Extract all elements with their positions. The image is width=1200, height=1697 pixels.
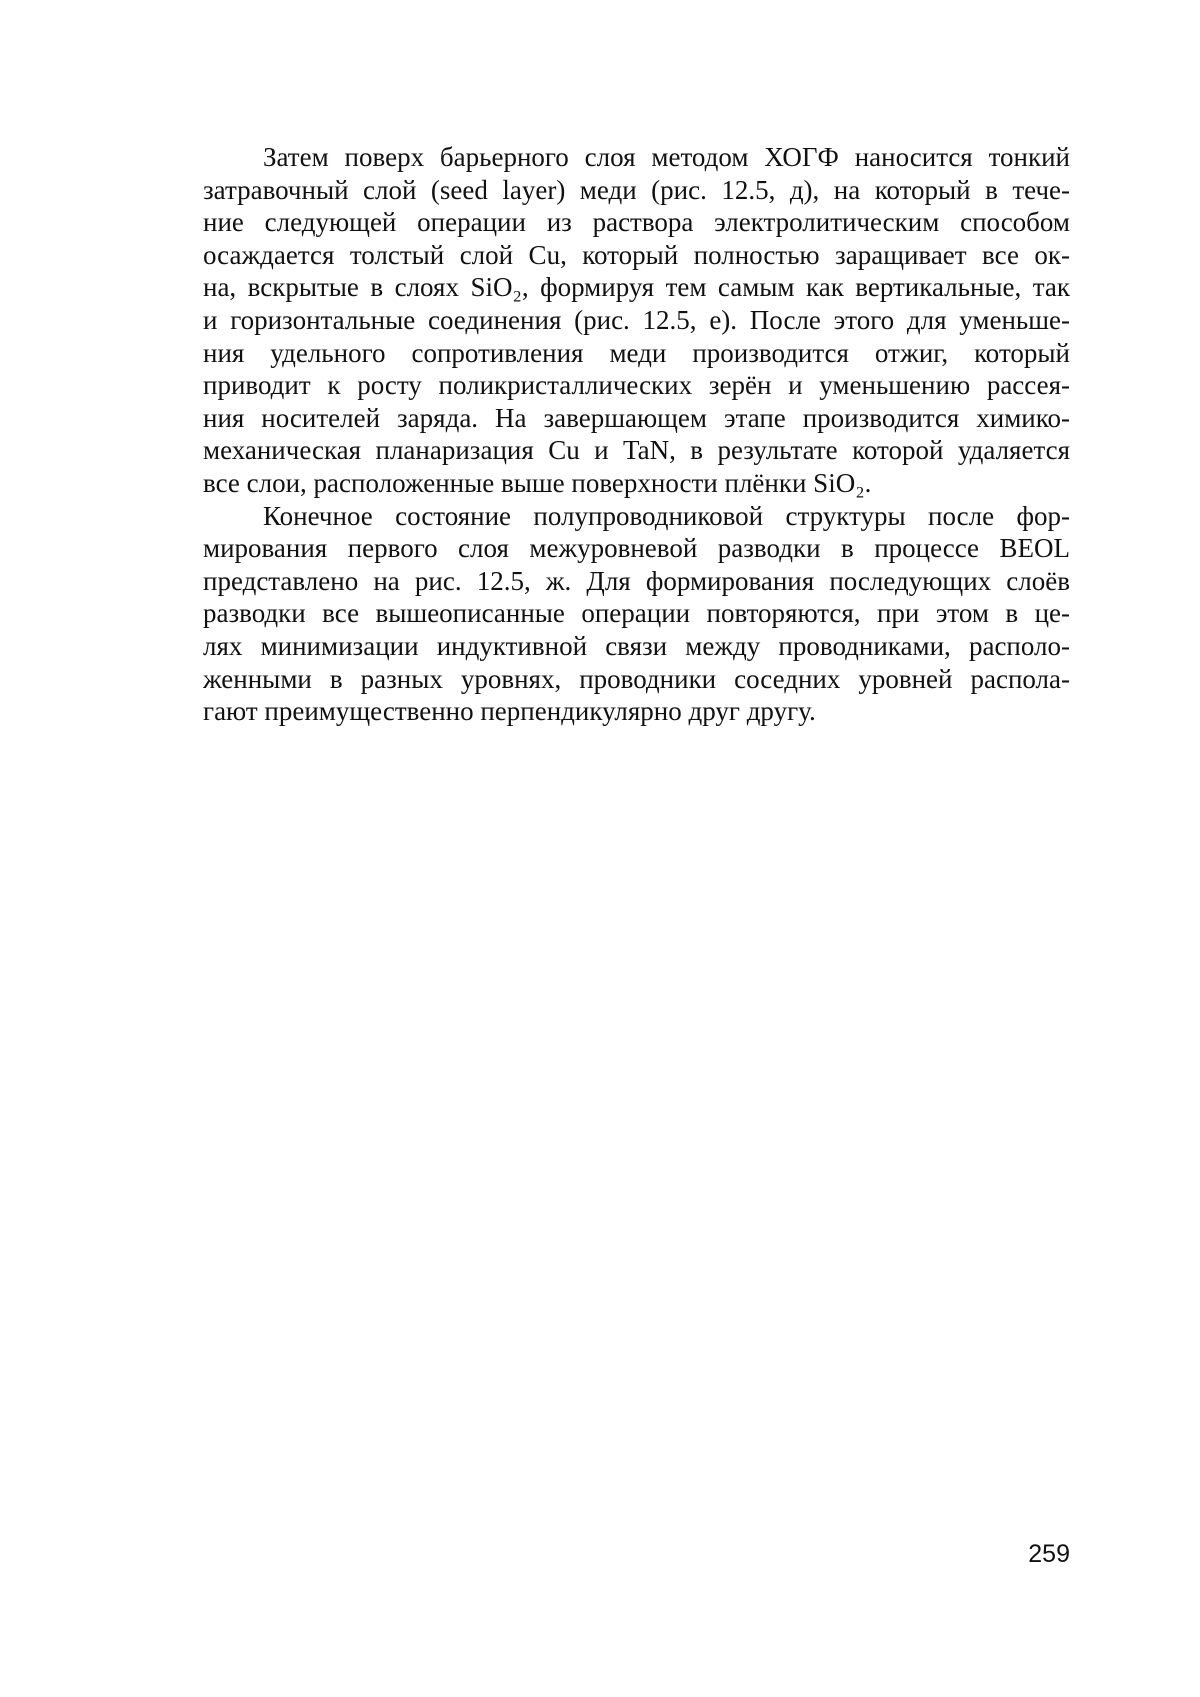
text-line: ние следующей операции из раствора электролитическим способом [203, 207, 1070, 238]
text-line: ния носителей заряда. На завершающем этапе производится химико- [203, 402, 1070, 433]
text-line: гают преимущественно перпендикулярно друг другу. [203, 696, 816, 727]
text-line: механическая планаризация Cu и TaN, в результате которой удаляется [203, 435, 1070, 466]
text-line: лях минимизации индуктивной связи между проводниками, располо- [203, 630, 1070, 661]
page-number: 259 [1028, 1540, 1070, 1568]
text-line: затравочный слой (seed layer) меди (рис. 12.5, д), на который в тече- [203, 174, 1070, 205]
body-text [203, 141, 1070, 728]
text-line: приводит к росту поликристаллических зерён и уменьшению рассея- [203, 370, 1070, 401]
paragraph-1 [203, 141, 1070, 500]
text-line: осаждается толстый слой Cu, который полностью заращивает все ок- [203, 239, 1070, 270]
text-line: женными в разных уровнях, проводники соседних уровней распола- [203, 663, 1070, 694]
text-line: и горизонтальные соединения (рис. 12.5, е). После этого для уменьше- [203, 304, 1070, 335]
text-line: Конечное состояние полупроводниковой структуры после фор- [263, 500, 1070, 531]
text-line: все слои, расположенные выше поверхности плёнки SiO₂. [203, 467, 872, 498]
text-line: ния удельного сопротивления меди производится отжиг, который [203, 337, 1070, 368]
text-line: представлено на рис. 12.5, ж. Для формирования последующих слоёв [203, 565, 1070, 596]
text-line: разводки все вышеописанные операции повторяются, при этом в це- [203, 598, 1070, 629]
paragraph-2 [203, 500, 1070, 728]
text-line: мирования первого слоя межуровневой разводки в процессе BEOL [203, 533, 1070, 564]
text-line: на, вскрытые в слоях SiO₂, формируя тем самым как вертикальные, так [203, 272, 1070, 303]
text-line: Затем поверх барьерного слоя методом ХОГФ наносится тонкий [263, 142, 1070, 172]
